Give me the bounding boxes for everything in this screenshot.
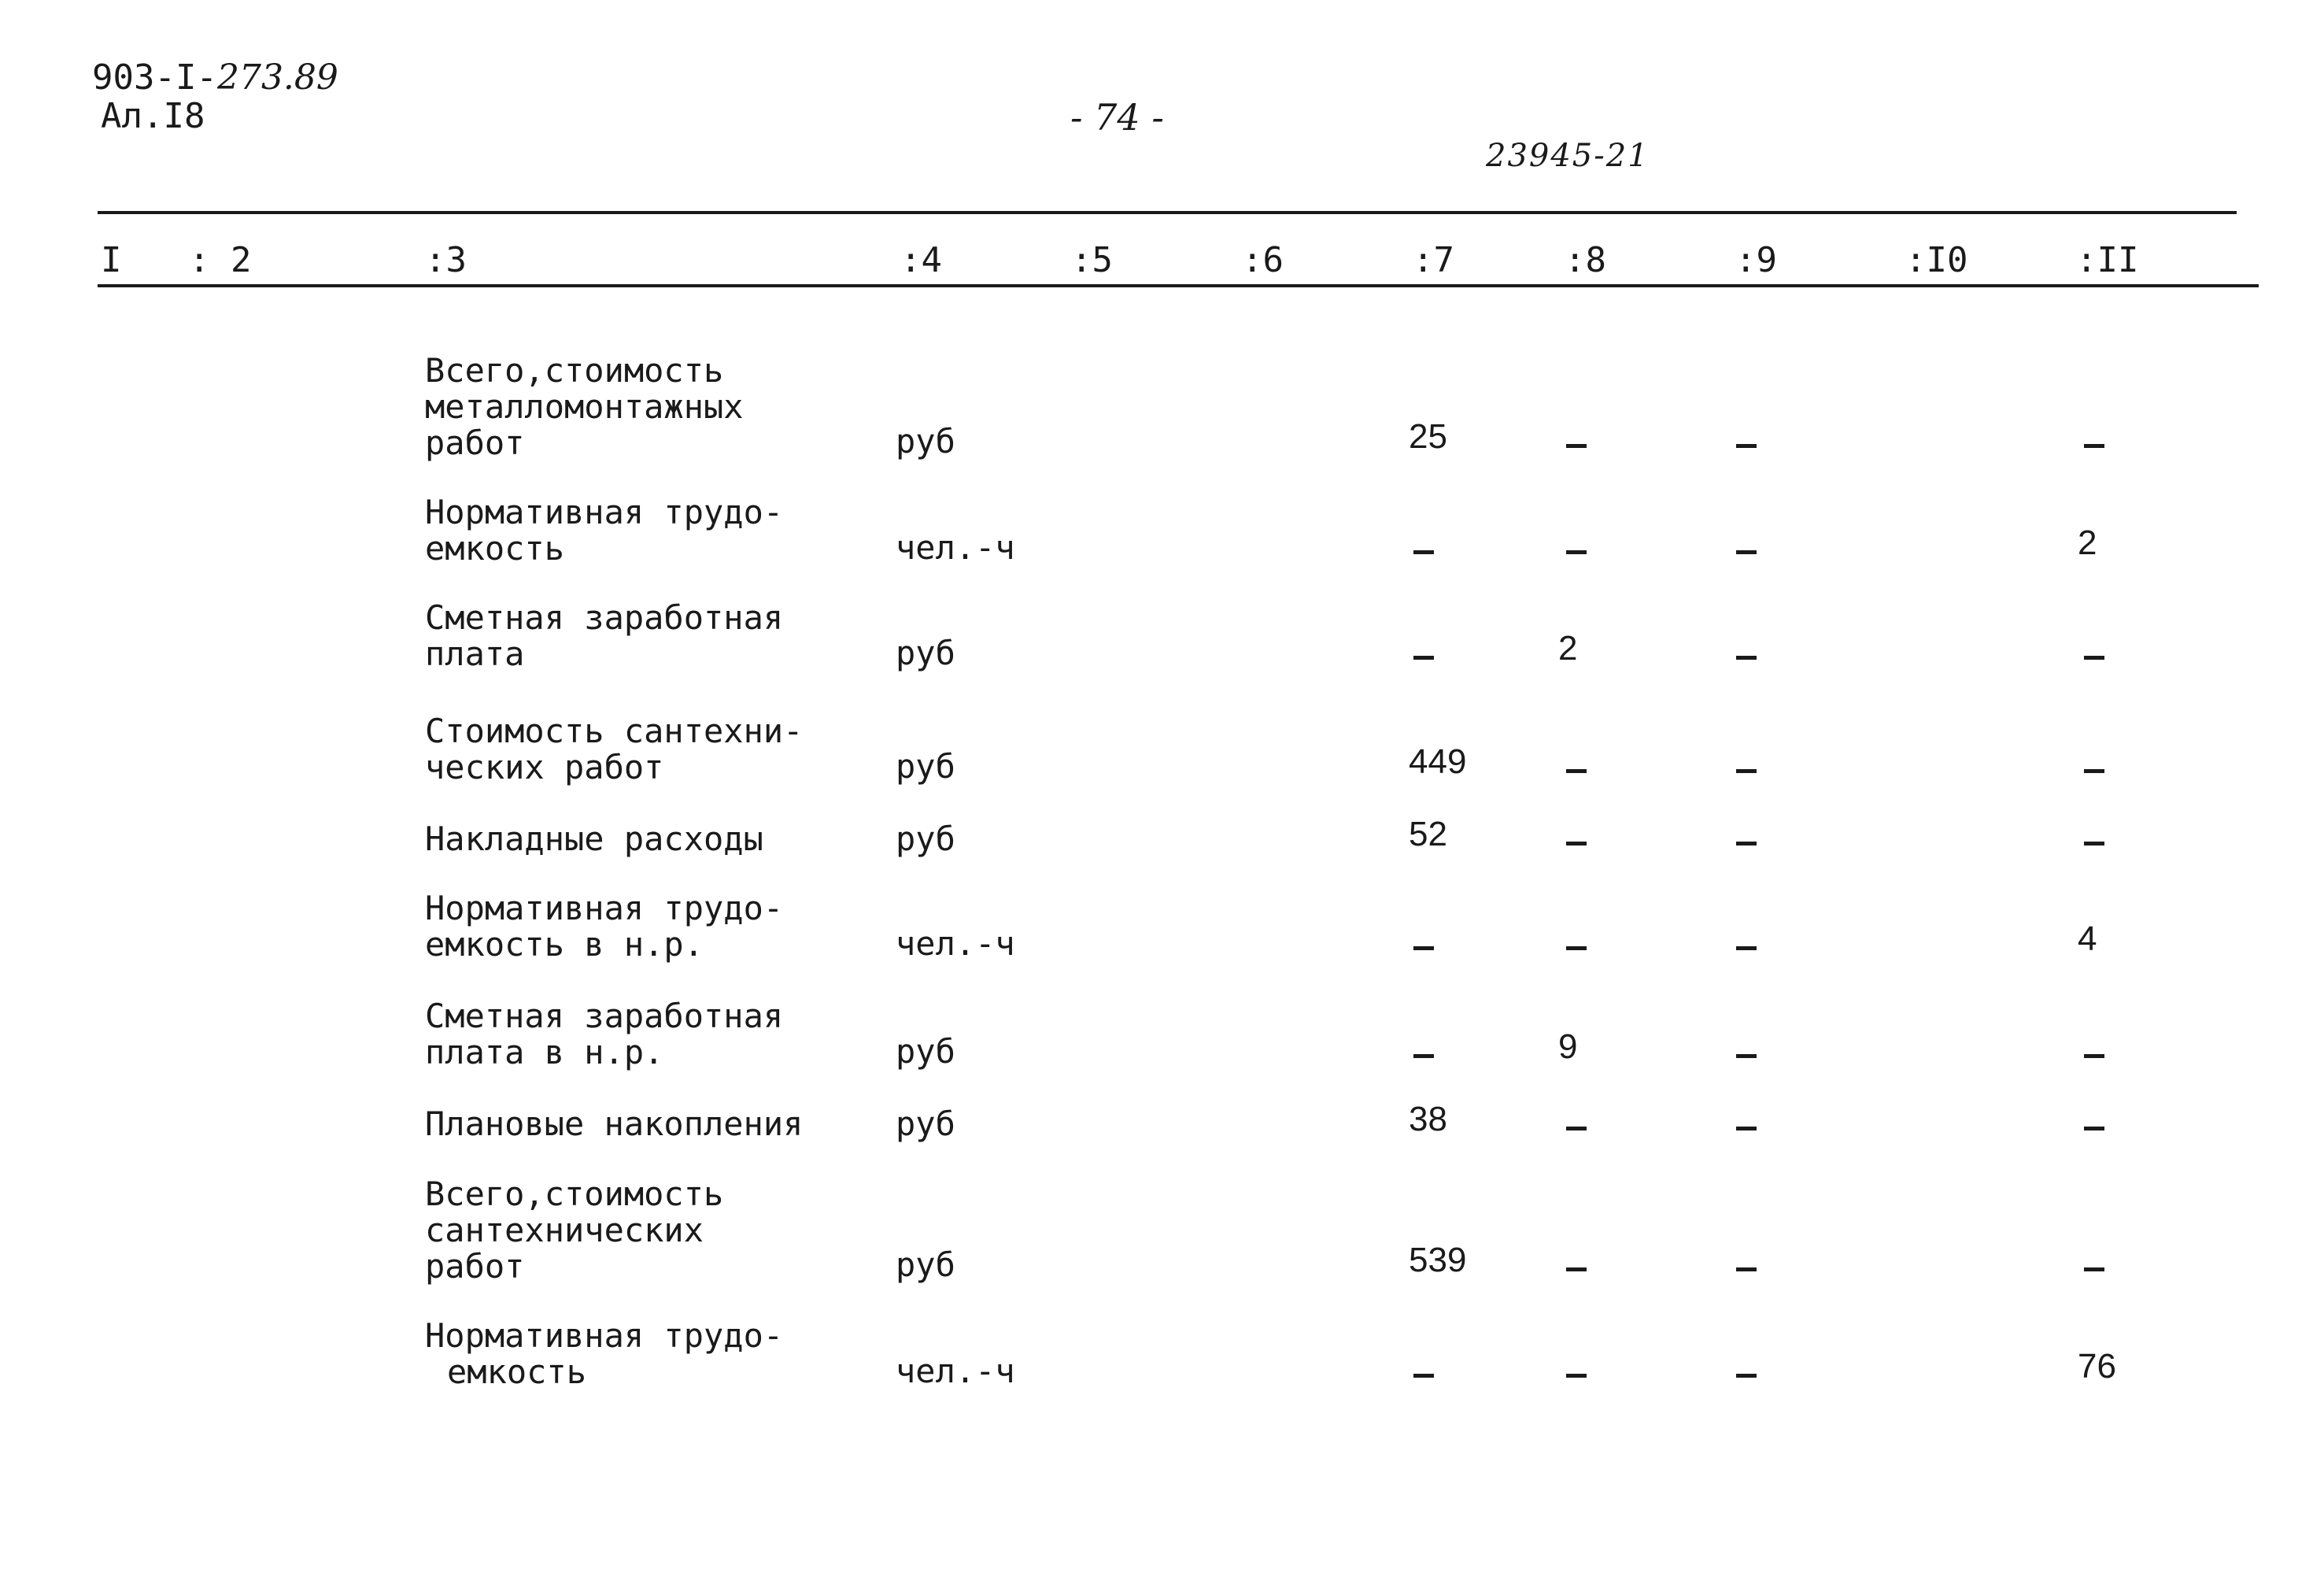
- dash-cell-c8: [1566, 1127, 1587, 1130]
- value-cell-c7: 38: [1409, 1100, 1447, 1138]
- row-label: [425, 600, 783, 672]
- unit-cell: руб: [896, 422, 955, 461]
- value-cell-c11: 2: [2078, 524, 2097, 562]
- unit-cell: чел.-ч: [896, 924, 1015, 963]
- page-number: - 74 -: [1070, 96, 1164, 139]
- value-cell-c7: 25: [1409, 417, 1447, 456]
- row-label-line: Всего,стоимость: [425, 1175, 724, 1213]
- dash-cell-c8: [1566, 769, 1587, 773]
- dash-cell-c7: [1413, 550, 1434, 554]
- row-label-line: сантехнических: [425, 1211, 704, 1249]
- dash-cell-c8: [1566, 444, 1587, 448]
- dash-cell-c8: [1566, 1267, 1587, 1271]
- column-header-3: :3: [425, 240, 467, 280]
- value-cell-c7: 52: [1409, 815, 1447, 853]
- value-cell-c11: 4: [2078, 920, 2097, 958]
- row-label-line: Накладные расходы: [425, 820, 763, 858]
- row-label: [425, 353, 744, 461]
- dash-cell-c9: [1736, 1054, 1757, 1058]
- document-code: [92, 58, 338, 98]
- row-label: [425, 713, 803, 786]
- dash-cell-c11: [2084, 1127, 2104, 1130]
- row-label: [425, 1106, 803, 1142]
- dash-cell-c8: [1566, 946, 1587, 950]
- value-cell-c7: 539: [1409, 1241, 1467, 1279]
- table-top-rule: [98, 211, 2237, 214]
- dash-cell-c11: [2084, 769, 2104, 773]
- dash-cell-c9: [1736, 842, 1757, 846]
- dash-cell-c7: [1413, 946, 1434, 950]
- row-label-line: плата: [425, 635, 525, 673]
- unit-cell: чел.-ч: [896, 1352, 1015, 1390]
- row-label-line: Нормативная трудо-: [425, 493, 784, 531]
- inventory-stamp: 23945-21: [1486, 138, 1650, 174]
- column-header-6: :6: [1242, 240, 1284, 280]
- row-label: [425, 821, 763, 857]
- unit-cell: руб: [896, 820, 955, 858]
- dash-cell-c9: [1736, 550, 1757, 554]
- row-label-line: емкость: [425, 529, 565, 568]
- table-header-rule: [98, 284, 2259, 287]
- dash-cell-c9: [1736, 656, 1757, 660]
- column-header-5: :5: [1071, 240, 1113, 280]
- column-header-8: :8: [1565, 240, 1606, 280]
- unit-cell: руб: [896, 1105, 955, 1143]
- unit-cell: чел.-ч: [896, 528, 1015, 567]
- row-label: [425, 1318, 783, 1390]
- dash-cell-c9: [1736, 444, 1757, 448]
- dash-cell-c9: [1736, 1267, 1757, 1271]
- dash-cell-c11: [2084, 656, 2104, 660]
- dash-cell-c8: [1566, 1374, 1587, 1378]
- row-label-line: ческих работ: [425, 748, 664, 786]
- unit-cell: руб: [896, 634, 955, 672]
- column-header-2: : 2: [189, 240, 252, 280]
- dash-cell-c9: [1736, 1127, 1757, 1130]
- row-label-line: Плановые накопления: [425, 1105, 804, 1143]
- unit-cell: руб: [896, 747, 955, 786]
- value-cell-c7: 449: [1409, 742, 1467, 781]
- column-header-4: :4: [900, 240, 942, 280]
- column-header-7: :7: [1413, 240, 1454, 280]
- unit-cell: руб: [896, 1245, 955, 1284]
- row-label-line: Сметная заработная: [425, 997, 784, 1035]
- column-header-11: :II: [2076, 240, 2139, 280]
- album-sheet: Ал.I8: [101, 96, 205, 136]
- row-label-line: работ: [425, 1247, 525, 1286]
- row-label-line: емкость в н.р.: [425, 925, 704, 964]
- dash-cell-c9: [1736, 769, 1757, 773]
- row-label-line: плата в н.р.: [425, 1033, 664, 1071]
- dash-cell-c11: [2084, 1267, 2104, 1271]
- unit-cell: руб: [896, 1032, 955, 1071]
- dash-cell-c9: [1736, 946, 1757, 950]
- value-cell-c11: 76: [2078, 1347, 2116, 1386]
- dash-cell-c7: [1413, 656, 1434, 660]
- column-header-9: :9: [1735, 240, 1777, 280]
- dash-cell-c11: [2084, 444, 2104, 448]
- dash-cell-c7: [1413, 1374, 1434, 1378]
- row-label: [425, 1176, 723, 1285]
- value-cell-c8: 2: [1558, 629, 1578, 668]
- dash-cell-c8: [1566, 550, 1587, 554]
- row-label-line: Всего,стоимость: [425, 351, 724, 390]
- dash-cell-c11: [2084, 842, 2104, 846]
- row-label-line: Нормативная трудо-: [425, 1316, 784, 1355]
- row-label-line: Сметная заработная: [425, 598, 784, 637]
- row-label-line: емкость: [447, 1352, 587, 1391]
- row-label-line: металломонтажных: [425, 387, 744, 426]
- dash-cell-c7: [1413, 1054, 1434, 1058]
- column-header-10: :I0: [1905, 240, 1968, 280]
- value-cell-c8: 9: [1558, 1027, 1578, 1066]
- row-label-line: Нормативная трудо-: [425, 889, 784, 927]
- row-label-line: работ: [425, 424, 525, 462]
- document-code-prefix: 903-I-: [92, 57, 217, 98]
- row-label: [425, 998, 783, 1071]
- column-header-1: I: [101, 240, 122, 280]
- row-label-line: Стоимость сантехни-: [425, 712, 804, 750]
- dash-cell-c9: [1736, 1374, 1757, 1378]
- row-label: [425, 890, 783, 963]
- dash-cell-c11: [2084, 1054, 2104, 1058]
- row-label: [425, 494, 783, 567]
- document-code-handwritten: 273.89: [216, 57, 338, 98]
- dash-cell-c8: [1566, 842, 1587, 846]
